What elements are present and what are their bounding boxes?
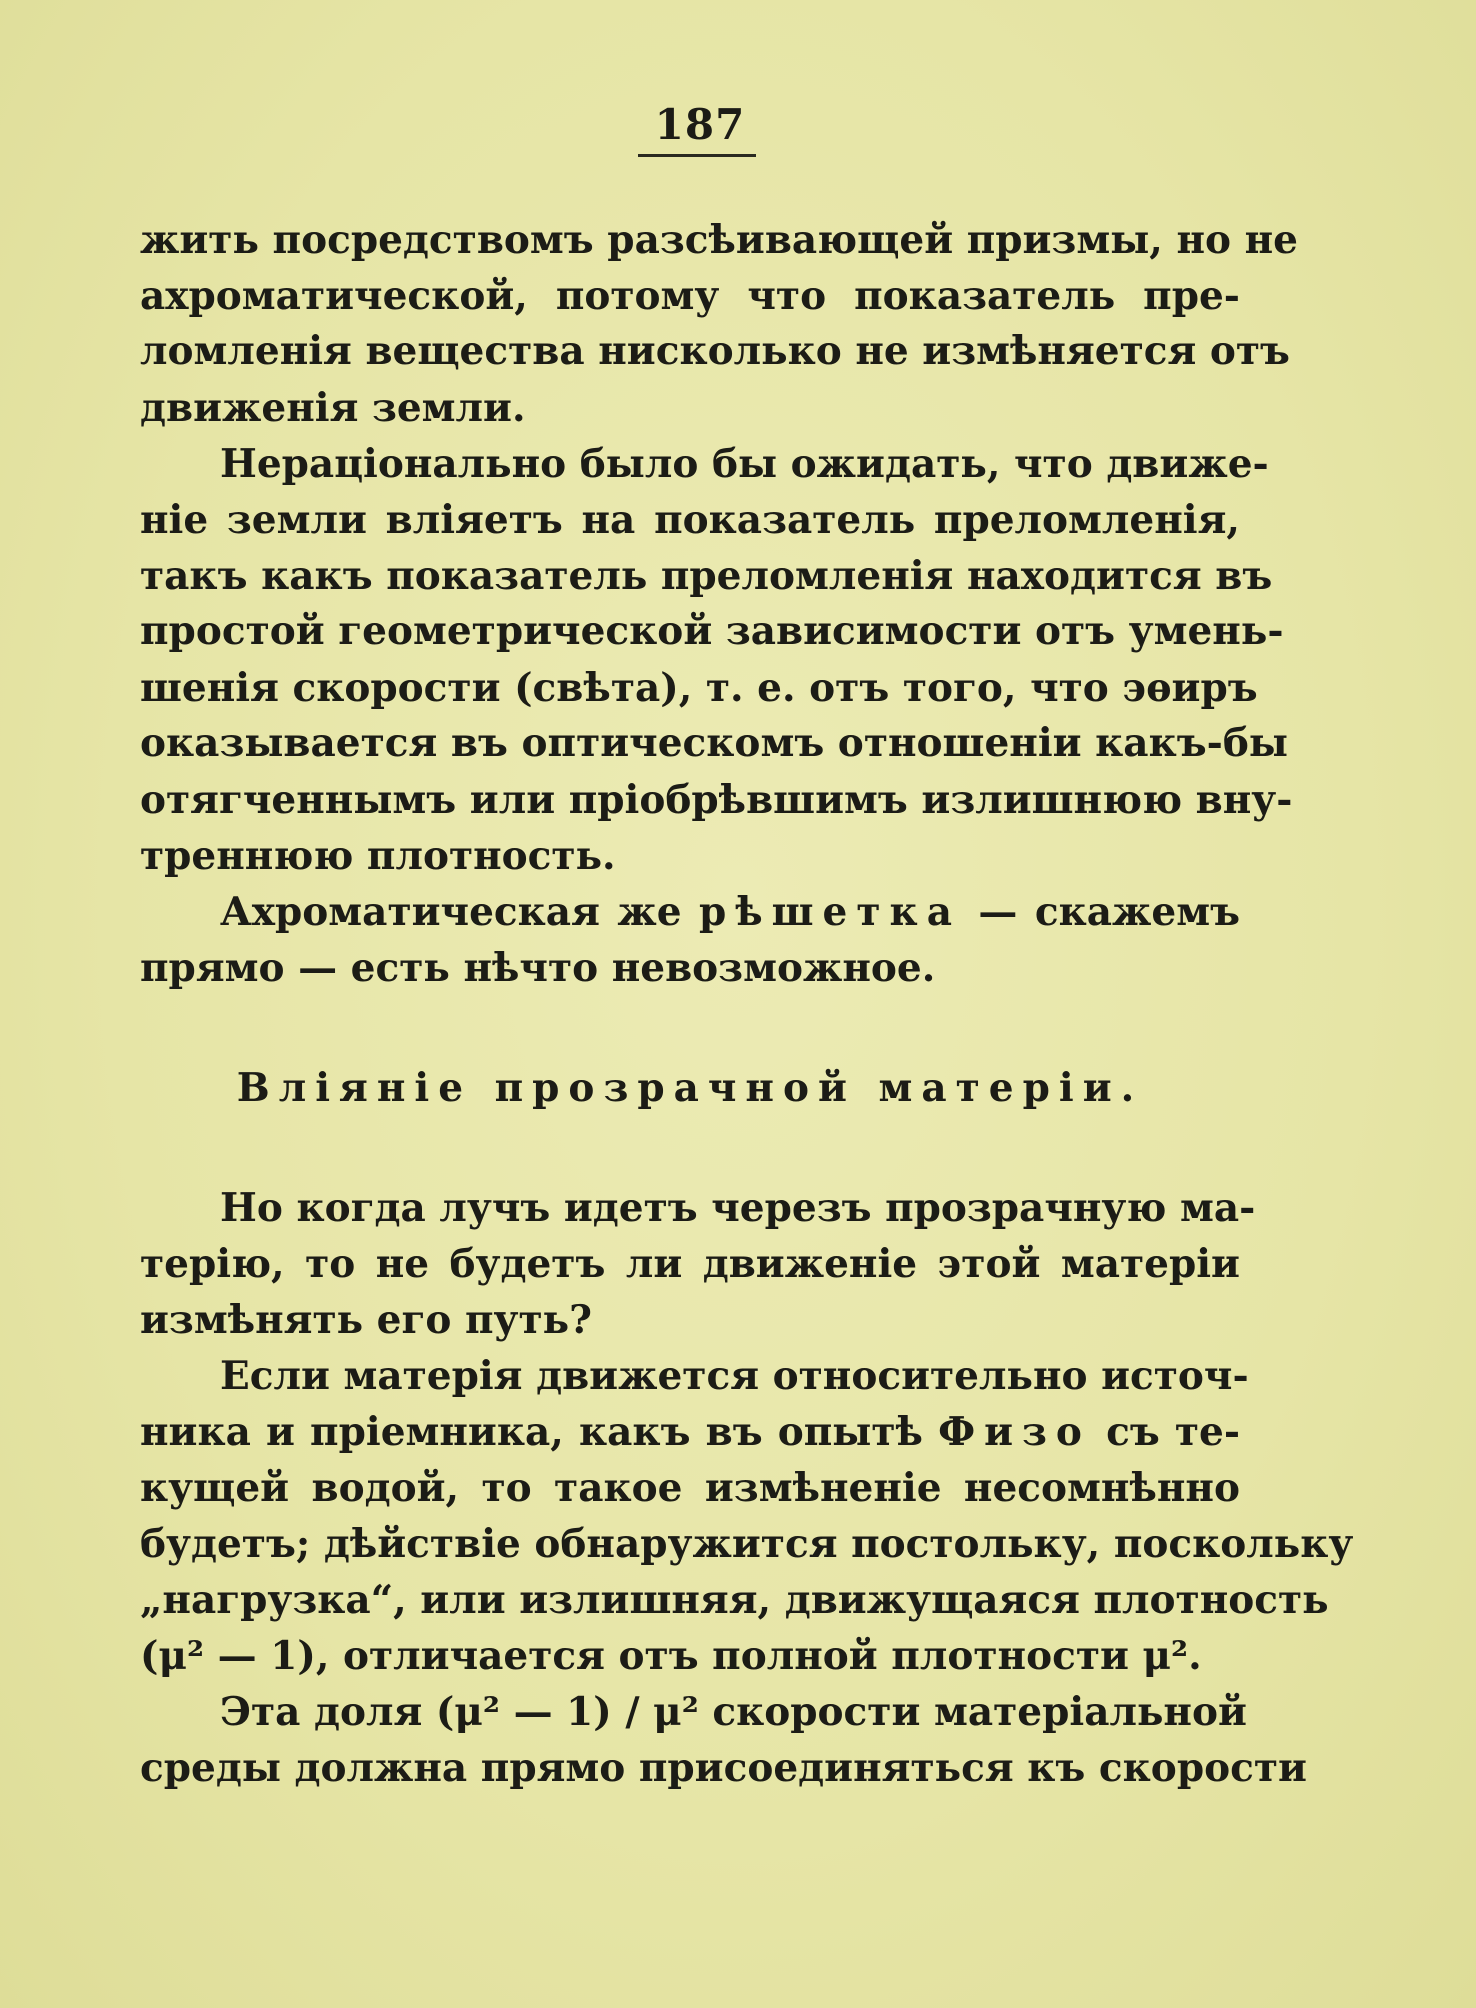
text-line: среды должна прямо присоединяться къ скорости (140, 1745, 1307, 1791)
text-line: прямо — есть нѣчто невозможное. (140, 945, 936, 991)
text-line: ахроматической, потому что показатель пре- (140, 273, 1240, 319)
text-line: будетъ; дѣйствіе обнаружится постольку, поскольку (140, 1521, 1354, 1567)
text-line: Эта доля (μ² — 1) / μ² скорости матеріальной (220, 1689, 1247, 1735)
text-segment: съ те- (1106, 1409, 1241, 1455)
text-line: ломленія вещества нисколько не измѣняется отъ (140, 328, 1290, 374)
text-line (140, 1404, 1240, 1460)
text-line: ніе земли вліяетъ на показатель преломленія, (140, 497, 1240, 543)
text-line: „нагрузка“, или излишняя, движущаяся плотность (140, 1577, 1329, 1623)
spaced-emphasis: Физо (938, 1409, 1091, 1455)
text-line: простой геометрической зависимости отъ умень- (140, 608, 1284, 654)
text-line: отягченнымъ или пріобрѣвшимъ излишнюю вну- (140, 777, 1293, 823)
text-line: шенія скорости (свѣта), т. е. отъ того, что эѳиръ (140, 665, 1258, 711)
page-number: 187 (654, 100, 746, 149)
text-line: измѣнять его путь? (140, 1297, 592, 1343)
text-line: Если матерія движется относительно источ- (220, 1353, 1249, 1399)
text-segment: ника и пріемника, какъ въ опытѣ (140, 1409, 923, 1455)
text-line (220, 884, 1240, 940)
section-heading: Вліяніе прозрачной матеріи. (236, 1065, 1144, 1111)
text-line: оказывается въ оптическомъ отношеніи какъ-бы (140, 720, 1288, 766)
text-line: Нераціонально было бы ожидать, что движе- (220, 441, 1269, 487)
text-line: такъ какъ показатель преломленія находится въ (140, 553, 1273, 599)
spaced-emphasis: рѣшетка (698, 889, 961, 935)
text-line: движенія земли. (140, 385, 526, 431)
text-line: Но когда лучъ идетъ черезъ прозрачную ма- (220, 1185, 1256, 1231)
text-line: жить посредствомъ разсѣивающей призмы, но не (140, 217, 1298, 263)
text-segment: Ахроматическая же (220, 889, 682, 935)
text-line: кущей водой, то такое измѣненіе несомнѣнно (140, 1465, 1240, 1511)
text-line: (μ² — 1), отличается отъ полной плотности μ². (140, 1633, 1202, 1679)
page-number-rule (638, 154, 756, 157)
text-line: треннюю плотность. (140, 833, 616, 879)
text-segment: — скажемъ (978, 889, 1241, 935)
text-line: терію, то не будетъ ли движеніе этой матеріи (140, 1241, 1240, 1287)
